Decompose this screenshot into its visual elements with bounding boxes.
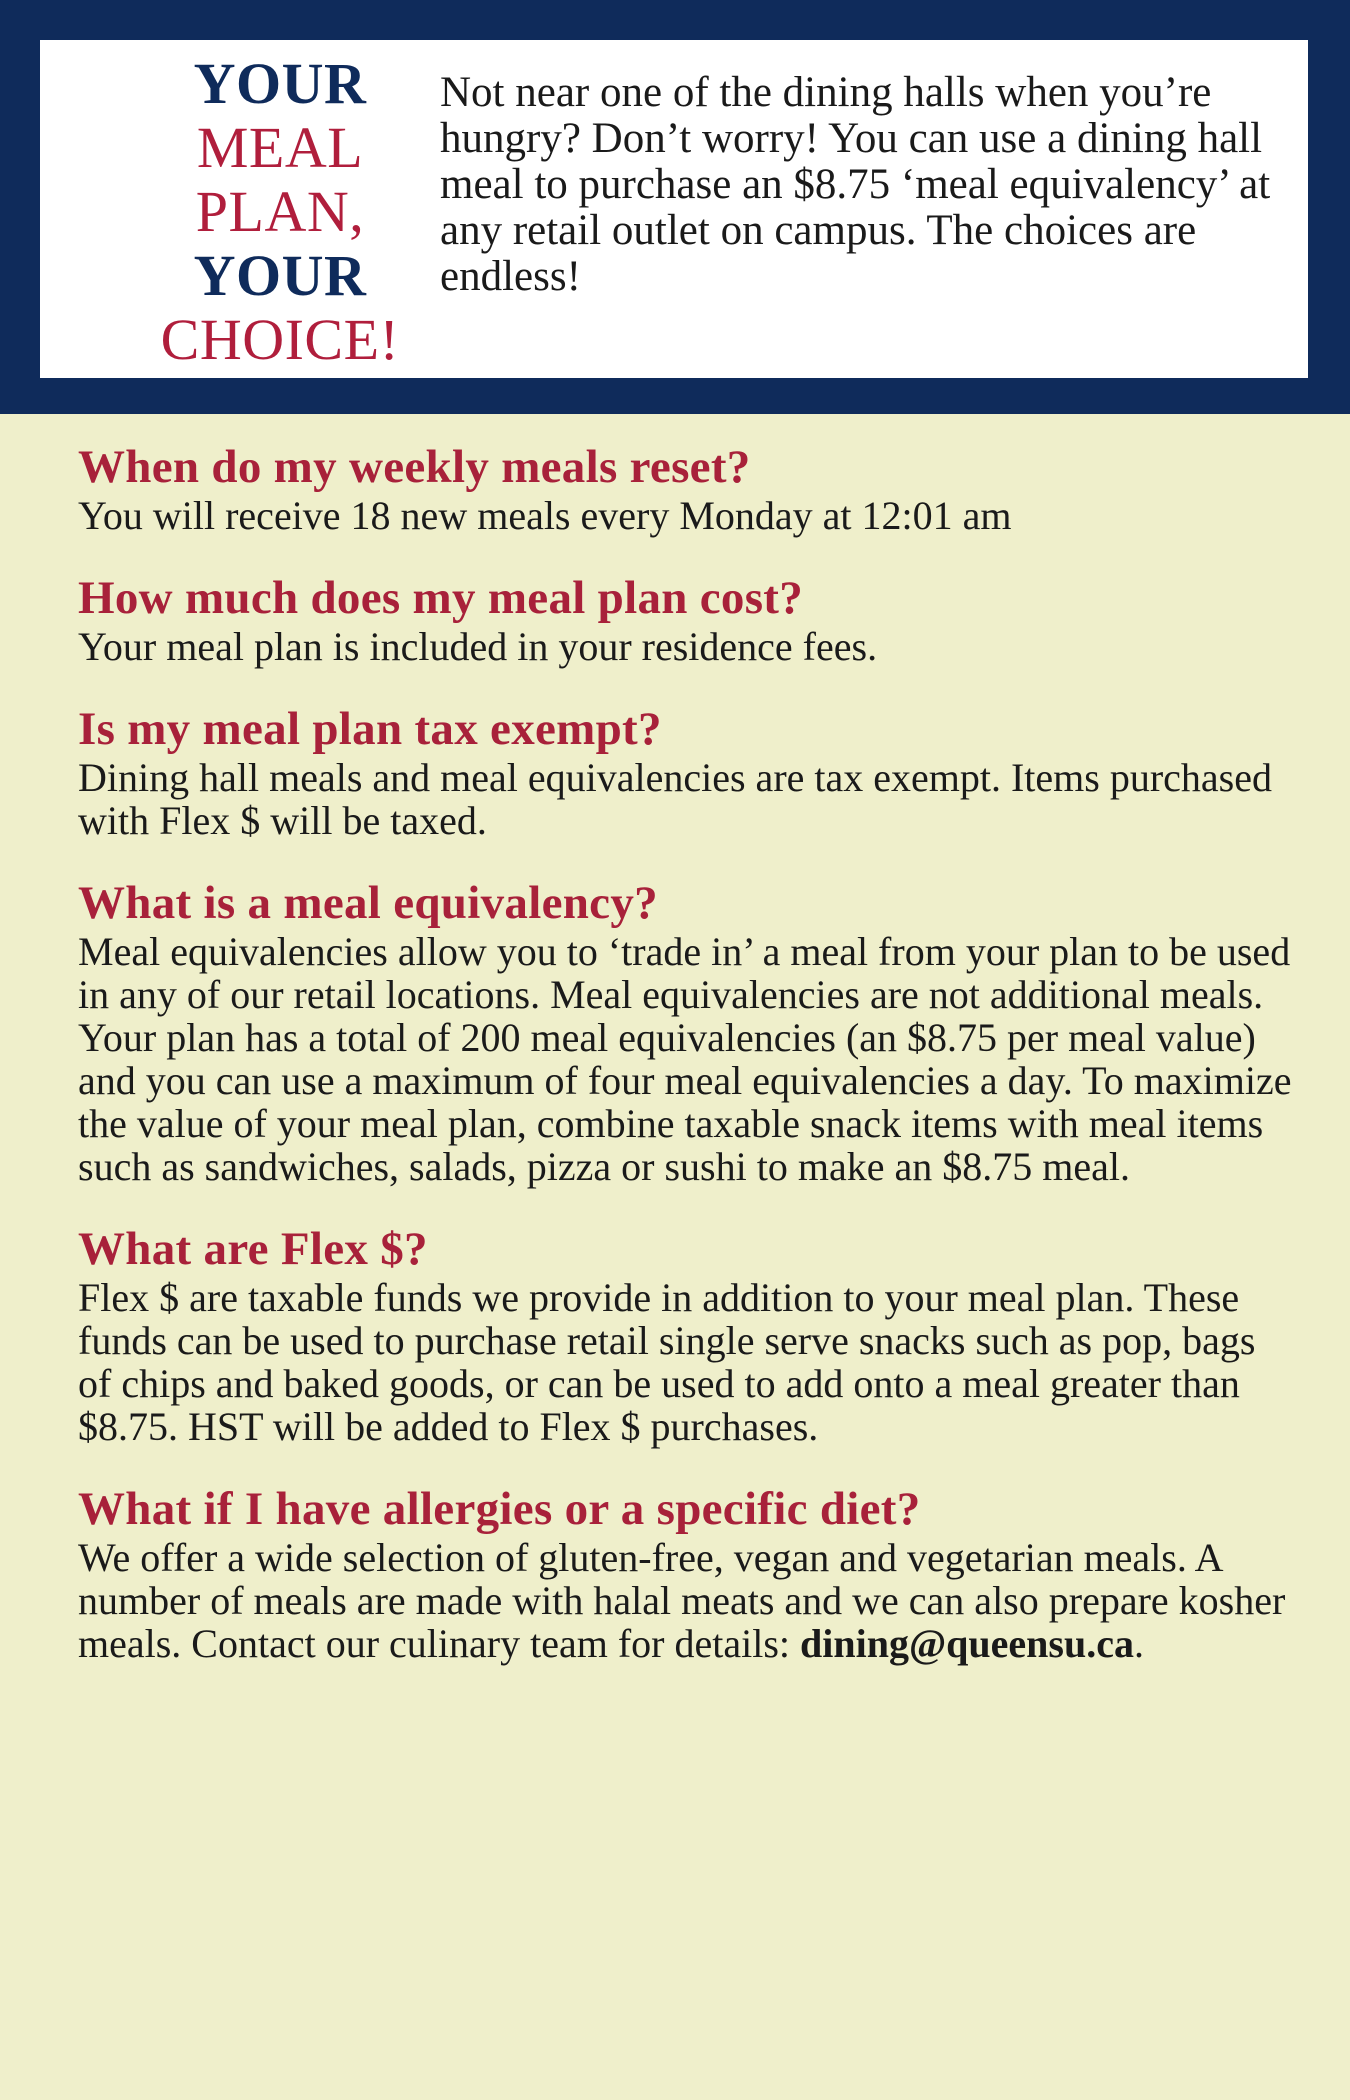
faq-answer: Your meal plan is included in your residence fees.	[78, 624, 878, 669]
faq-item	[78, 440, 1293, 537]
intro-text: Not near one of the dining halls when you’re hungry? Don’t worry! You can use a dining hall meal to purchase an $8.75 ‘meal equivalency’ at any retail outlet on campus. The choices are endless!	[440, 69, 1271, 300]
faq-answer-text: We offer a wide selection of gluten-free, vegan and vegetarian meals. A number of meals are made with halal meats and we can also prepare kosher meals. Contact our culinary team for details:	[78, 1535, 1286, 1666]
faq-answer: Meal equivalencies allow you to ‘trade in’ a meal from your plan to be used in any of our retail locations. Meal equivalencies are not additional meals. Your plan has a total of 200 meal equivalencies (an $8.75 per meal value) and you can use a maximum of four meal equivalencies a day. To maximize the value of your meal plan, combine taxable snack items with meal items such as sandwiches, salads, pizza or sushi to make an $8.75 meal.	[78, 929, 1292, 1189]
slogan-line-3: PLAN,	[195, 179, 365, 244]
slogan-line-2: MEAL	[196, 115, 364, 180]
faq-question: What are Flex $?	[78, 1223, 428, 1275]
faq-item	[78, 571, 1293, 668]
slogan-line-4: YOUR	[193, 243, 367, 308]
faq-item	[78, 876, 1293, 1188]
email-link[interactable]: dining@queensu.ca	[800, 1621, 1134, 1666]
faq-item	[78, 1222, 1293, 1448]
faq-list	[78, 440, 1293, 1699]
slogan-line-1: YOUR	[193, 51, 367, 116]
faq-question: Is my meal plan tax exempt?	[78, 703, 662, 755]
faq-item	[78, 702, 1293, 842]
faq-question: What if I have allergies or a specific diet?	[78, 1483, 921, 1535]
faq-answer: Flex $ are taxable funds we provide in addition to your meal plan. These funds can be used to purchase retail single serve snacks such as pop, bags of chips and baked goods, or can be used to add onto a meal greater than $8.75. HST will be added to Flex $ purchases.	[78, 1275, 1256, 1449]
faq-answer	[78, 1536, 1293, 1665]
faq-question: What is a meal equivalency?	[78, 877, 658, 929]
faq-question: How much does my meal plan cost?	[78, 572, 804, 624]
faq-answer-end: .	[1133, 1621, 1144, 1666]
header-box	[40, 40, 1308, 378]
faq-question: When do my weekly meals reset?	[78, 441, 751, 493]
slogan	[115, 52, 445, 372]
faq-item	[78, 1482, 1293, 1665]
faq-answer: You will receive 18 new meals every Monday at 12:01 am	[78, 493, 1012, 538]
slogan-line-5: CHOICE!	[160, 307, 400, 372]
header-band	[0, 0, 1350, 414]
faq-answer: Dining hall meals and meal equivalencies are tax exempt. Items purchased with Flex $ will be taxed.	[78, 755, 1273, 843]
